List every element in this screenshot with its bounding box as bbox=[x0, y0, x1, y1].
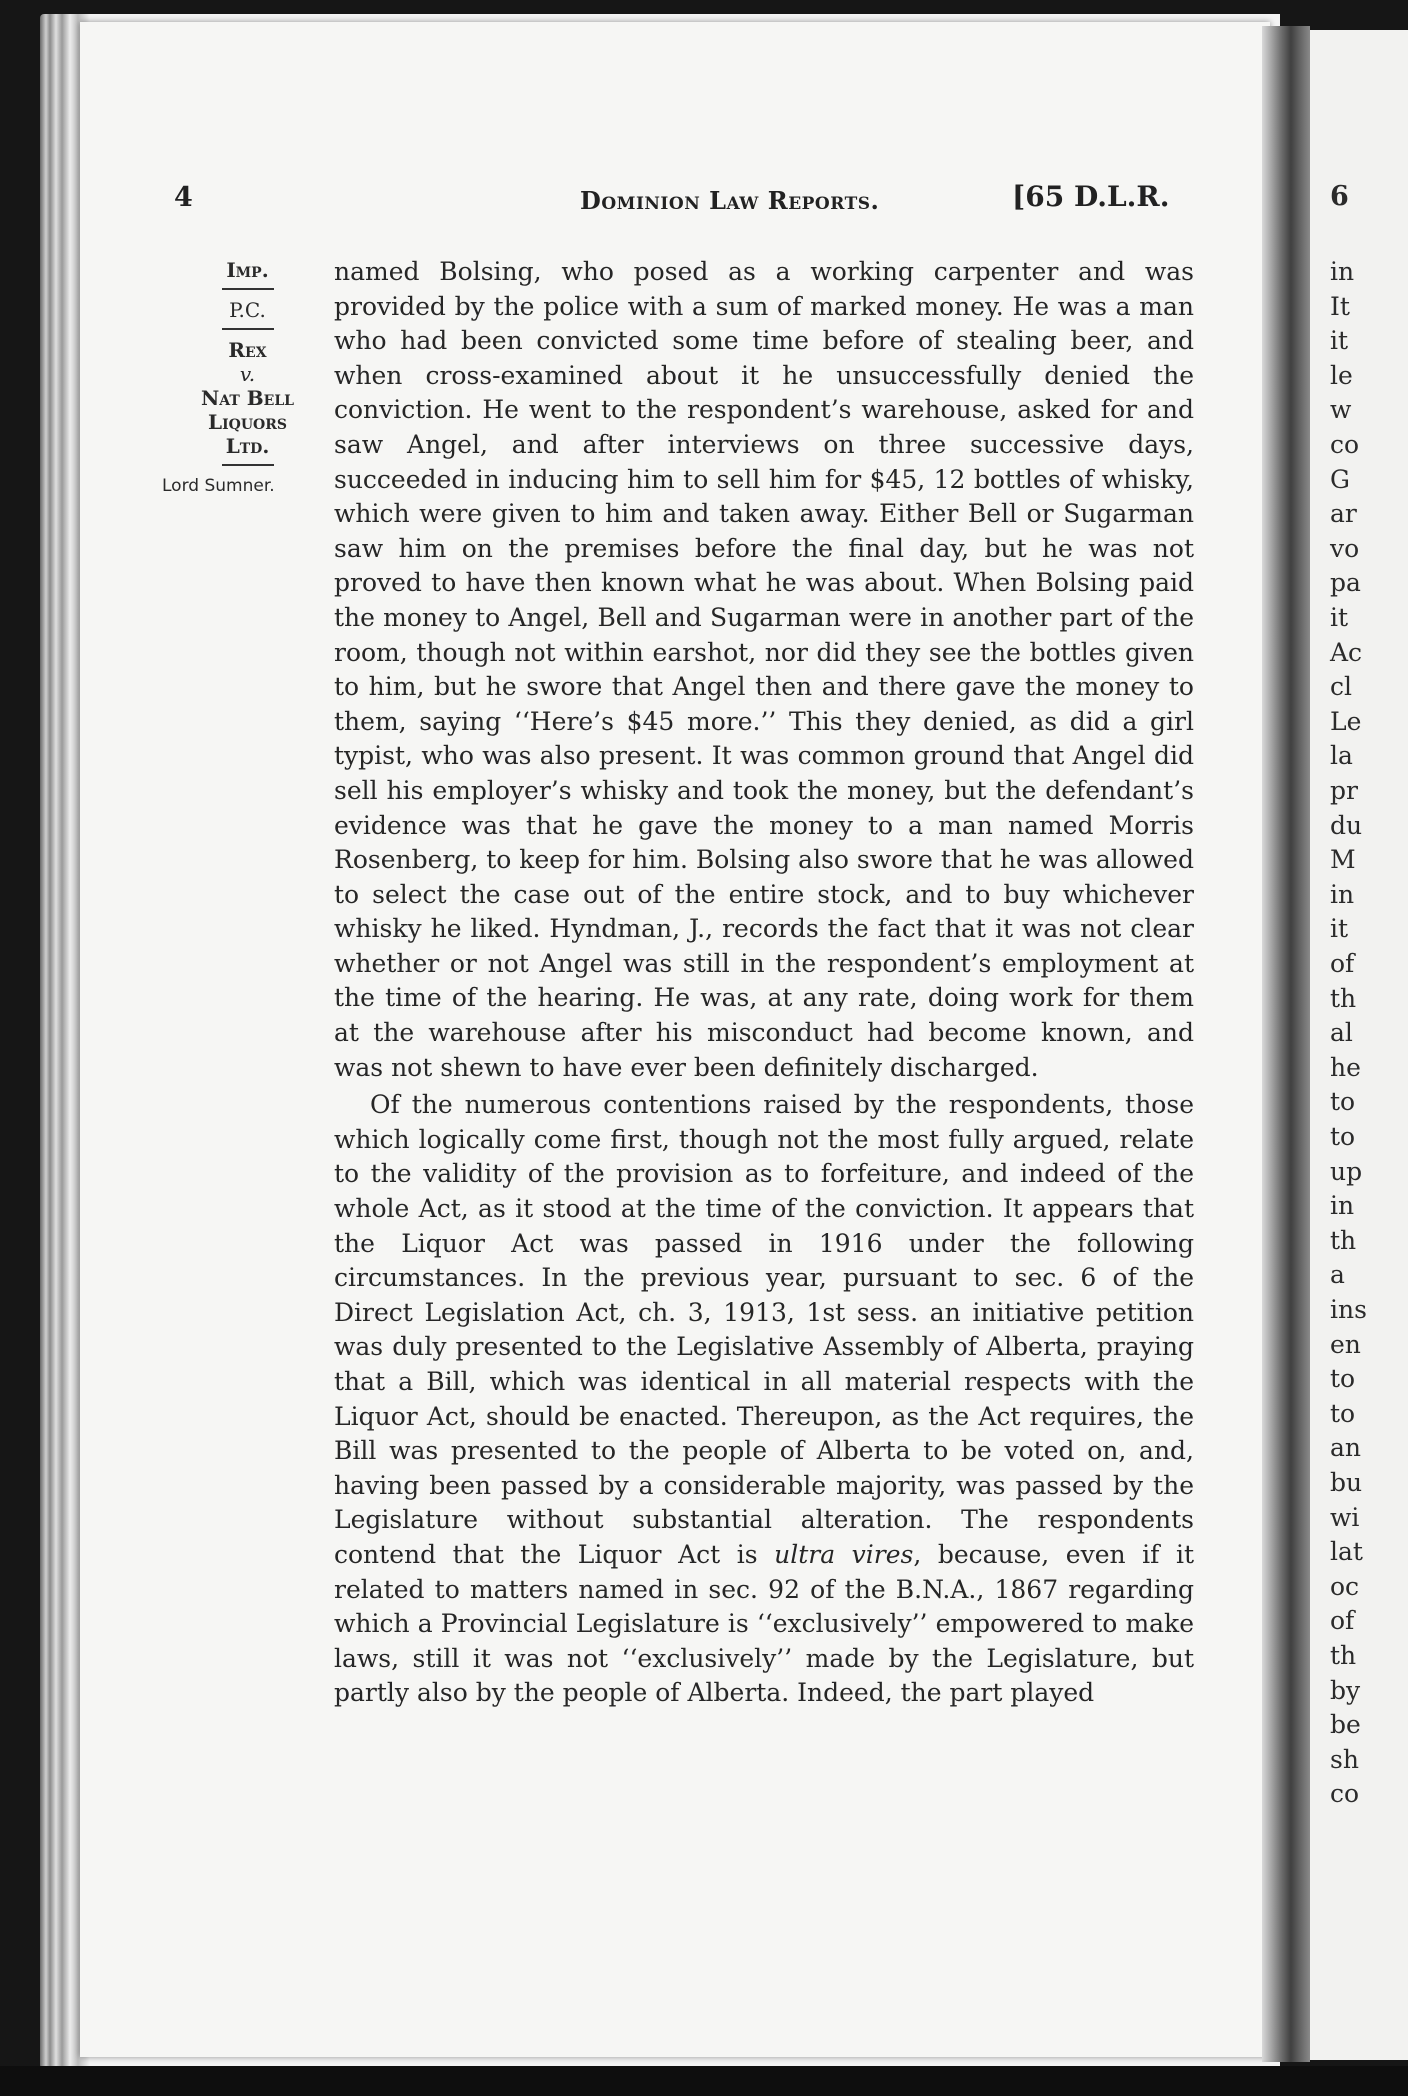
facing-page-fragment: pa bbox=[1330, 568, 1361, 598]
facing-page-fragment: an bbox=[1330, 1433, 1362, 1463]
facing-page-fragment: it bbox=[1330, 914, 1349, 944]
facing-page-fragment: Ac bbox=[1330, 637, 1363, 667]
facing-page-fragment: it bbox=[1330, 326, 1349, 356]
facing-page-fragment: to bbox=[1330, 1364, 1356, 1394]
facing-page-fragment: du bbox=[1330, 810, 1363, 840]
body-text bbox=[334, 255, 1194, 1711]
facing-page-fragment: al bbox=[1330, 1018, 1353, 1048]
facing-page-header: 6 bbox=[1330, 181, 1349, 212]
scan-bottom-edge bbox=[0, 2066, 1408, 2096]
volume-reference: [65 D.L.R. bbox=[1012, 180, 1170, 213]
facing-page bbox=[1310, 30, 1408, 2060]
facing-page-fragment: in bbox=[1330, 1191, 1355, 1221]
facing-page-fragment: to bbox=[1330, 1087, 1356, 1117]
paragraph-text: Of the numerous contentions raised by the respondents, those which logically come first, though not the most fully argued, relate to the validity of the provision as to forfeiture, and indeed of the whole Act, as it stood at the time of the conviction. It appears that the Liquor Act was passed in 1916 under the following circumstances. In the previous year, pursuant to sec. 6 of the Direct Legislation Act, ch. 3, 1913, 1st sess. an initiative petition was duly presented to the Legislative Assembly of Alberta, praying that a Bill, which was identical in all material respects with the Liquor Act, should be enacted. Thereupon, as the Act requires, the Bill was presented to the people of Alberta to be voted on, and, having been passed by a considerable majority, was passed by the Legislature without substantial alteration. The respondents contend that the Liquor Act is bbox=[334, 1090, 1194, 1569]
page-number: 4 bbox=[174, 182, 193, 213]
facing-page-fragment: bu bbox=[1330, 1468, 1363, 1497]
facing-page-fragment: le bbox=[1330, 360, 1353, 390]
facing-page-fragment: of bbox=[1330, 949, 1355, 978]
facing-page-fragment: pr bbox=[1330, 776, 1358, 805]
paragraph-text: , because, even if it related to matters named in sec. 92 of the B.N.A., 1867 regarding which a Provincial Legislature is ‘‘exclusively’’ empowered to make laws, still it was not ‘‘exclusively’’ made by the Legislature, but partly also by the people of Alberta. Indeed, the part played bbox=[334, 1539, 1195, 1708]
facing-page-fragment: Le bbox=[1330, 706, 1362, 736]
latin-term: ultra vires bbox=[774, 1539, 914, 1569]
book-gutter bbox=[1262, 26, 1310, 2062]
margin-case-name: Nat Bell bbox=[200, 386, 295, 410]
facing-page-fragment: co bbox=[1330, 430, 1360, 459]
margin-rule bbox=[222, 288, 274, 290]
facing-page-fragment: ins bbox=[1330, 1295, 1367, 1324]
margin-case-name: Liquors bbox=[208, 410, 287, 434]
facing-page-fragment: up bbox=[1330, 1156, 1363, 1186]
facing-page-fragment: w bbox=[1330, 395, 1352, 425]
facing-page-fragment: la bbox=[1330, 741, 1353, 771]
facing-page-fragment: to bbox=[1330, 1398, 1356, 1428]
facing-page-fragment: oc bbox=[1330, 1571, 1360, 1601]
facing-page-fragment: of bbox=[1330, 1606, 1355, 1636]
facing-page-fragment: th bbox=[1330, 1225, 1357, 1255]
facing-page-fragment: lat bbox=[1330, 1537, 1363, 1567]
facing-page-fragment: cl bbox=[1330, 672, 1352, 702]
running-title: Dominion Law Reports. bbox=[580, 186, 880, 215]
margin-division: P.C. bbox=[229, 298, 266, 322]
margin-notes bbox=[162, 258, 325, 498]
facing-page-fragment: co bbox=[1330, 1779, 1360, 1809]
facing-page-fragment: It bbox=[1330, 291, 1350, 321]
facing-page-fragment: ar bbox=[1330, 499, 1357, 529]
facing-page-fragment: vo bbox=[1330, 533, 1360, 563]
body-paragraph-2 bbox=[334, 1088, 1194, 1711]
margin-judge: Lord Sumner. bbox=[162, 476, 275, 496]
margin-rule bbox=[222, 464, 274, 466]
facing-page-fragment: th bbox=[1330, 983, 1357, 1013]
facing-page-fragment: he bbox=[1330, 1052, 1361, 1082]
facing-page-fragment: en bbox=[1330, 1329, 1361, 1359]
facing-page-fragment: in bbox=[1330, 879, 1355, 909]
facing-page-fragment: it bbox=[1330, 603, 1349, 632]
facing-page-fragment: to bbox=[1330, 1122, 1356, 1151]
margin-rule bbox=[222, 328, 274, 330]
facing-page-fragment: a bbox=[1330, 1260, 1345, 1290]
facing-page-fragment: M bbox=[1330, 845, 1356, 875]
margin-case-name: Ltd. bbox=[225, 434, 270, 458]
facing-page-fragment: sh bbox=[1330, 1744, 1359, 1774]
facing-page-fragment: wi bbox=[1330, 1502, 1360, 1532]
margin-court: Imp. bbox=[226, 258, 269, 282]
margin-case-name: Rex bbox=[228, 338, 267, 362]
facing-page-fragment: G bbox=[1330, 464, 1350, 494]
margin-case-versus: v. bbox=[239, 362, 256, 386]
body-paragraph-1: named Bolsing, who posed as a working carpenter and was provided by the police with a sum of marked money. He was a man who had been convicted some time before of stealing beer, and when cross-examined about it he unsuccessfully denied the conviction. He went to the respondent’s warehouse, asked for and saw Angel, and after interviews on three successive days, succeeded in inducing him to sell him for $45, 12 bottles of whisky, which were given to him and taken away. Either Bell or Sugarman saw him on the premises before the final day, but he was not proved to have then known what he was about. When Bolsing paid the money to Angel, Bell and Sugarman were in another part of the room, though not within earshot, nor did they see the bottles given to him, but he swore that Angel then and there gave the money to them, saying ‘‘Here’s $45 more.’’ This they denied, as did a girl typist, who was also present. It was common ground that Angel did sell his employer’s whisky and took the money, but the defendant’s evidence was that he gave the money to a man named Morris Rosenberg, to keep for him. Bolsing also swore that he was allowed to select the case out of the entire stock, and to buy whichever whisky he liked. Hyndman, J., records the fact that it was not clear whether or not Angel was still in the respondent’s employment at the time of the hearing. He was, at any rate, doing work for them at the warehouse after his misconduct had become known, and was not shewn to have ever been definitely discharged. bbox=[334, 257, 1194, 1082]
facing-page-fragment: be bbox=[1330, 1710, 1361, 1740]
facing-page-fragment: th bbox=[1330, 1641, 1357, 1670]
facing-page-fragment: by bbox=[1330, 1675, 1361, 1705]
facing-page-fragment: in bbox=[1330, 257, 1355, 286]
